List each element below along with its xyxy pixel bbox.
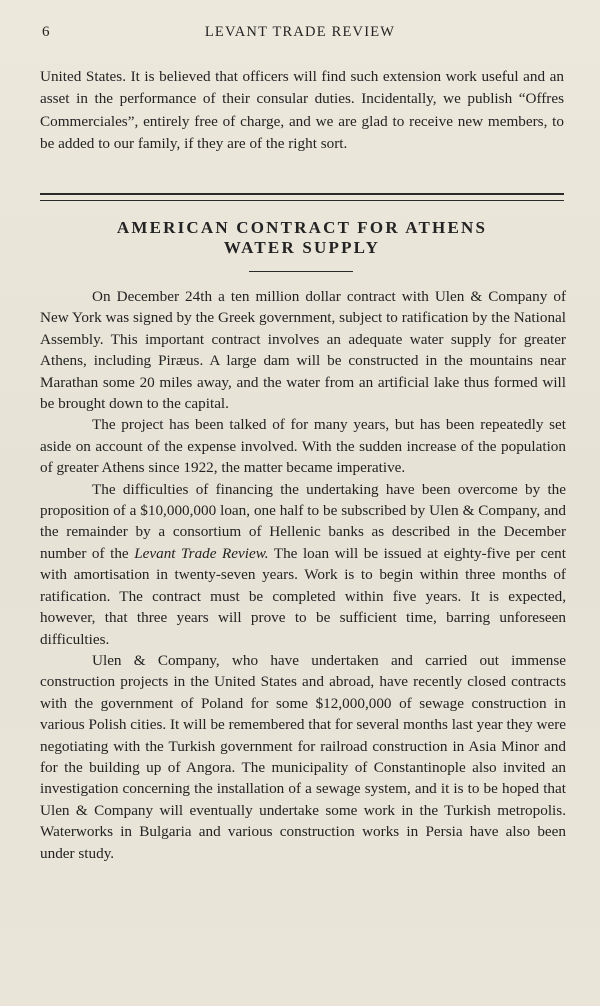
article-paragraph-1: On December 24th a ten million dollar contract with Ulen & Company of New York was signed by the Greek government, subject to ratification by the National Assembly. This important contract involves an adequate water supply for greater Athens, including Piræus. A large dam will be constructed in the mountains near Marathan some 20 miles away, and the water from an artificial lake thus formed will be brought down to the capital. xyxy=(40,288,566,413)
article-title-line1: AMERICAN CONTRACT FOR ATHENS xyxy=(116,218,488,237)
section-divider xyxy=(40,193,564,201)
running-head: LEVANT TRADE REVIEW xyxy=(204,24,396,40)
title-underline xyxy=(249,271,353,272)
article-title xyxy=(40,218,564,258)
article-title-line2: WATER SUPPLY xyxy=(223,238,381,257)
intro-paragraph: United States. It is believed that officers will find such extension work useful and an asset in the performance of their consular duties. Incidentally, we publish “Offres Commerciales”, entirely free of charge, and we are glad to receive new members, to be added to our family, if they are of the right sort. xyxy=(40,68,564,152)
article-paragraph-3 xyxy=(40,479,566,650)
article-paragraph-4: Ulen & Company, who have undertaken and carried out immense construction projects in the United States and abroad, have recently closed contracts with the government of Poland for some $12,000,000 of sewage construction in various Polish cities. It will be remembered that for several months last year they were negotiating with the Turkish government for railroad construction in Asia Minor and for the building up of Angora. The municipality of Constantinople also invited an investigation concerning the installation of a sewage system, and it is to be hoped that Ulen & Company will eventually undertake some work in the Turkish metropolis. Waterworks in Bulgaria and various construction works in Persia have also been under study. xyxy=(40,651,566,862)
page-number: 6 xyxy=(42,24,50,40)
paragraph-3-text-a: The difficulties of financing the undertaking have been overcome by the proposition of a $10,000,000 loan, one half to be subscribed by Ulen & Company, and the remainder by a consortium of Hellenic banks as described in the December number of the xyxy=(40,480,566,562)
page-header xyxy=(0,24,600,44)
paragraph-3-text-b: The loan will be issued at eighty-five per cent with amortisation in twenty-seven years. Work is to begin within three months of ratification. The contract must be completed within five years. It is expected, however, that three years will prove to be sufficient time, barring unforeseen difficulties. xyxy=(40,544,566,648)
publication-title: Levant Trade Review. xyxy=(134,544,269,562)
article-body xyxy=(40,286,566,864)
article-paragraph-2: The project has been talked of for many years, but has been repeatedly set aside on account of the expense involved. With the sudden increase of the population of greater Athens since 1922, the matter became imperative. xyxy=(40,416,566,477)
